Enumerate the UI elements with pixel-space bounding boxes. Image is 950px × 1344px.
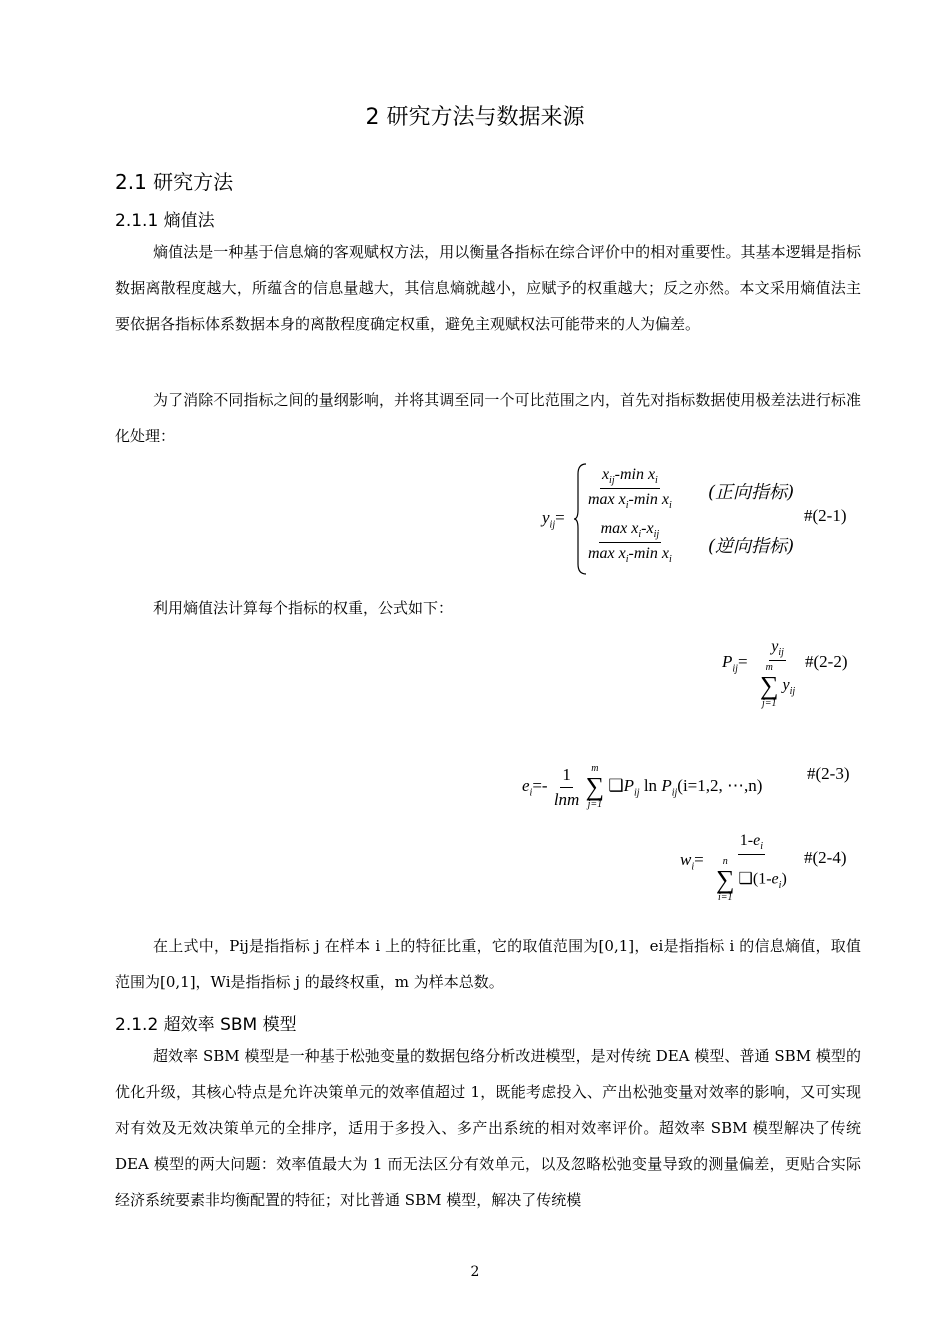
equation-tag: #(2-1) <box>804 506 847 525</box>
paragraph-weight-intro: 利用熵值法计算每个指标的权重，公式如下： <box>153 599 454 617</box>
paragraph-entropy-intro: 熵值法是一种基于信息熵的客观赋权方法，用以衡量各指标在综合评价中的相对重要性。其基本逻辑是指标数据离散程度越大，所蕴含的信息量越大，其信息熵就越小，应赋予的权重越大；反之亦然。本文采用熵值法主要依据各指标体系数据本身的离散程度确定权重，避免主观赋权法可能带来的人为偏差。 <box>115 243 861 333</box>
paragraph-normalization: 为了消除不同指标之间的量纲影响，并将其调至同一个可比范围之内，首先对指标数据使用极差法进行标准化处理： <box>115 391 861 445</box>
subsection-heading-sbm: 2.1.2 超效率 SBM 模型 <box>115 1015 297 1035</box>
section-heading: 2.1 研究方法 <box>115 170 234 194</box>
equation-tag: #(2-2) <box>805 652 848 671</box>
positive-indicator-label: (正向指标) <box>708 482 795 503</box>
paragraph-sbm-model: 超效率 SBM 模型是一种基于松弛变量的数据包络分析改进模型，是对传统 DEA 模型、普通 SBM 模型的优化升级，其核心特点是允许决策单元的效率值超过 1，既能考虑投入、产出松弛变量对效率的影响，又可实现对有效及无效决策单元的全排序，适用于多投入、多产出系统的相对效率评价。超效率 SBM 模型解决了传统 DEA 模型的两大问题：效率值最大为 1 而无法区分有效单元，以及忽略松弛变量导致的测量偏差，更贴合实际经济系统要素非均衡配置的特征；对比普通 SBM 模型，解决了传统模 <box>115 1047 861 1209</box>
equation-tag: #(2-3) <box>807 764 850 783</box>
page-number: 2 <box>470 1264 480 1280</box>
equation-2-1: $y_{ij}=$ $\frac{x_{ij}-\min x_i}{\max x_i-\min x_i}$ (正向指标) $\frac{\max x_i-x_{ij}}{\max x_i-\min x_i}$ (逆向指标) #(2-1) <box>540 462 865 576</box>
equation-2-4: $w_i=$ $1-e_i$ n ∑ i=1 $❑(1-e_i)$ #(2-4) <box>680 832 847 904</box>
index-range: i=1,2, ⋯,n <box>682 775 757 795</box>
paragraph-variable-definitions: 在上式中，Pij是指指标 j 在样本 i 上的特征比重，它的取值范围为[0,1]，ei是指指标 i 的信息熵值，取值范围为[0,1]，Wi是指指标 j 的最终权重，m 为样本总数。 <box>115 937 861 991</box>
page-title: 2 研究方法与数据来源 <box>365 105 585 130</box>
subsection-heading-entropy: 2.1.1 熵值法 <box>115 211 215 231</box>
equation-2-2: $P_{ij}=$ $y_{ij}$ m ∑ j=1 $y_{ij}$ #(2-2) <box>722 638 848 710</box>
equation-2-3: $e_i=-$ $\frac{1}{\ln m}$ m ∑ j=1 $❑P_{ij}$ $\ln P_{ij}(i=1,2$, ⋯,n) #(2-3) <box>522 763 850 810</box>
negative-indicator-label: (逆向指标) <box>708 536 795 557</box>
equation-tag: #(2-4) <box>804 848 847 867</box>
